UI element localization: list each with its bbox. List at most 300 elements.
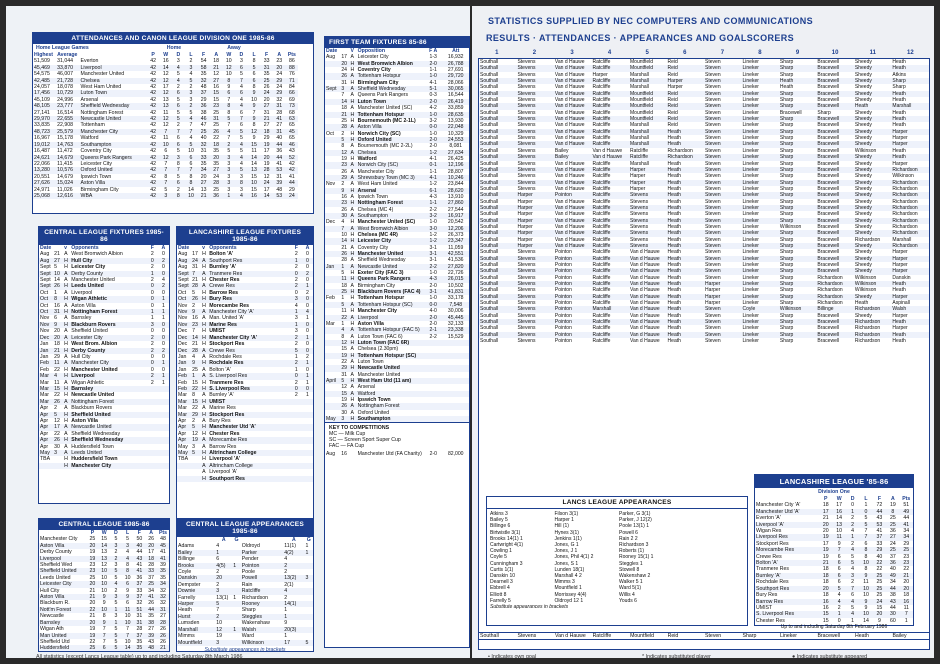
division-one-row-cell: 12 [213,71,220,78]
lineup-row-cell: Southall [480,325,499,332]
central-fixture-row-cell: 22 [54,392,60,399]
central-apps-row-cell: Poole [241,569,256,576]
first-team-row-cell: Exeter City (FAC 3) [357,270,404,277]
first-team-row-cell: H [350,188,357,194]
central-fixture-row-cell: Sheffield United [71,328,108,335]
lineup-row-cell: Bracewell [817,338,840,345]
lancs-table-row-cell: 13 [832,522,845,528]
first-team-row-cell: 16,544 [447,92,464,99]
first-team-row-cell: 0-3 [429,92,437,99]
lineup-row-cell: Sheedy [854,192,892,198]
lancs-fixture-row-cell: Sept [177,283,191,289]
central-table-row [39,626,169,632]
stats-supplied-title: STATISTICS SUPPLIED BY NEC COMPUTERS AND COMMUNICATIONS [488,16,814,26]
division-one-row-cell: 42 [150,71,157,78]
central-table-row-cell: 7 [102,638,106,645]
lineup-row-cell: Lineker [741,129,778,135]
division-one-row-cell: 48,105 [33,103,56,109]
central-fixture-row-cell: A [64,251,68,258]
lineup-row-cell: Richardson [854,319,892,325]
first-team-row-cell: A [350,92,354,99]
lineup-row-cell: Lineker [742,59,759,65]
lineup-row-cell: Stevens [629,205,667,211]
division-one-row-cell: 21,728 [56,78,79,84]
first-team-row-cell: 2 [341,130,345,137]
lineup-row-cell: Southall [479,306,516,312]
division-one-row-cell: Tottenham [80,122,105,129]
first-team-row-cell: 14 [340,99,349,105]
division-one-row-cell: 8 [172,193,185,199]
shirt-number: 10 [831,50,839,56]
division-one-row-cell: 7 [185,129,198,135]
lineup-row-cell: Heath [891,65,929,71]
lineup-row-cell: Bracewell [817,97,840,104]
lineup-row-cell: Lineker [741,180,778,186]
lineup-row-cell: Stevens [516,167,553,173]
first-team-row-cell: 1-0 [429,130,437,137]
division-one-row-cell: 22,066 [34,160,50,167]
lineup-row-cell: Stevens [517,97,536,104]
first-team-row-cell: Blackburn Rovers (FAC 4) [357,289,424,295]
lineup-row-cell: Harper [892,262,908,268]
lineup-row-cell: Bracewell [816,116,854,122]
lineup-row-cell: Stevens [517,160,536,167]
lineup-row-cell: Sharp [891,78,929,84]
lineup-row-cell: Richardson [891,205,929,211]
lineup-row-cell: Southall [479,218,516,224]
lineup-row-cell: Mountfield [630,59,654,65]
central-table-row-cell: 35 [157,568,169,574]
lineup-row-cell: Bracewell [817,312,840,319]
lineup-row-cell: Stevens [517,249,536,256]
central-table-row-cell: 25 [89,574,96,581]
lancs-table-row-cell: 8 [864,553,868,560]
lancs-fixture-row-cell: Chester Res [209,277,240,284]
first-team-row-cell: West Ham Utd (11 am) [357,378,424,384]
division-one-row-cell: 27 [210,78,223,84]
first-team-row-cell: A [350,162,357,168]
central-table-row-cell: 21 [157,645,169,651]
division-one-row-cell: 31 [273,103,286,109]
lancs-fixture-row-cell: 3 [294,315,298,322]
central-apps-row-cell: 1 [233,594,237,601]
lineup-row-cell: Bracewell [779,109,802,116]
lineup-row-cell: Southall [479,167,516,173]
central-fixture-row-cell: H [63,322,70,328]
first-team-row-cell: H [350,295,355,302]
first-team-row-cell: 2-0 [429,320,437,327]
division-one-row-cell: 6 [252,71,256,78]
first-team-row-cell: 45,445 [442,315,469,321]
division-one-row-cell: 73 [286,103,299,109]
division-one-row-cell: 63 [286,116,299,122]
lineup-row-cell: Ratcliffe [592,198,611,205]
lineup-row-cell: Steven [704,103,741,109]
lineup-row-cell: Sharp [779,332,816,338]
lancs-fixture-row-cell: 0 [302,258,313,264]
division-one-row-cell: 48 [200,84,207,91]
central-fixture-row-cell: A [64,443,68,450]
division-one-row-cell: 3 [227,186,231,193]
p-head: P [90,530,95,536]
first-team-row-cell: 26 [341,168,347,175]
division-one-row-cell: 6 [223,90,236,96]
first-team-row-cell: 12 [340,340,349,346]
lancs-fixture-row-cell: 2 [294,379,298,386]
lineup-row-cell: Richardson [891,192,929,198]
lineup-row-cell: Sharp [779,218,816,224]
division-one-row-cell: 5 [176,173,180,180]
lineup-row-cell: Ratcliffe [591,281,629,287]
lineup-row-cell: Heath [891,91,929,97]
central-apps-title: CENTRAL LEAGUE APPEARANCES 1985-86 [177,519,313,537]
lancs-table-row-cell: 15 [876,604,883,611]
lineup-row-cell: Southall [479,129,516,135]
lancs-table-row-cell: 1 [904,617,908,624]
central-apps-row-cell: Sharp [241,607,256,614]
division-one-row-cell: 7 [159,180,172,186]
first-team-row-cell: H [350,117,355,124]
first-team-row-cell: A [350,403,357,409]
division-one-row-cell: 32 [197,142,210,148]
first-team-row-cell: 13,910 [447,193,464,200]
lineup-row-cell: Bracewell [816,91,854,97]
division-one-row-cell: 7 [227,96,231,103]
lineup-row-cell: Steven [705,71,721,78]
division-one-row-cell: 9 [248,90,261,96]
division-one-row-cell: 23,777 [56,103,79,109]
lancs-fixture-row-cell: Man. United 'A' [209,315,245,322]
lancs-table-row-cell: 18 [822,592,829,599]
division-one-row-cell: 19 [260,142,273,148]
lancs-app-entry: Jones, S 1 [554,560,579,567]
lineup-row-cell: Sharp [779,91,816,97]
lineup-row-cell: Heath [854,103,892,109]
date-head: Date [326,48,338,54]
central-table-row-cell: 8 [126,562,130,569]
division-one-row-cell: 3 [239,58,243,65]
central-fixture-row-cell: H [63,373,70,379]
lineup-row-cell: Heath [667,256,705,262]
shirt-number: 5 [645,50,649,56]
first-team-row-cell: A [350,358,354,365]
division-one-row-cell: 24,057 [34,84,50,91]
division-one-row-cell: 31,044 [57,58,73,65]
central-fixture-row-cell: H [63,309,70,315]
division-one-row-cell: 14,679 [56,155,79,161]
division-one-row-cell: 6 [189,160,193,167]
lineup-row-cell: Steven [704,192,741,198]
division-one-row-cell: 22,908 [57,122,73,129]
division-one-row-cell: 8 [223,78,236,84]
lancs-fixture-row-cell: Morecambe Res [209,302,249,309]
division-one-row-cell: 40 [276,135,283,142]
lineup-row-cell: Bracewell [816,192,854,198]
lineup-row-cell: Van d Hauwe [554,78,592,84]
division-one-row-cell: 44 [286,180,299,186]
lancs-fixture-row-cell: Jan [177,360,191,366]
division-one-row-cell: 40 [200,135,207,142]
central-fixture-row-cell: Sept [39,283,53,289]
first-team-row-cell: 1-0 [429,295,437,302]
central-fixture-row-cell: Nov [40,315,50,322]
lancs-table-row-cell: 8 [864,566,868,573]
lancs-fixture-row-cell: 9 [191,360,201,366]
first-team-row-cell: H [350,276,357,282]
lancs-table-row-cell: 34 [903,528,910,535]
central-apps-row-cell: 12 [215,627,232,633]
p-head: P [151,52,155,58]
central-apps-row-cell: Harper [177,601,215,607]
central-fixture-row-cell: 20 [53,335,63,341]
lineup-row-cell: Ratcliffe [592,262,611,268]
lancs-table-row-cell: 1 [832,611,845,617]
central-table-row-cell: 15 [101,536,108,543]
lancs-fixture-row-cell: H [201,386,208,392]
first-team-row-cell: 28,620 [442,188,469,194]
first-team-row-cell: 1 [340,264,349,270]
division-one-row-cell: 42 [147,129,160,135]
lineup-row-cell: Van d Hauwe [630,325,660,332]
lineup-row-cell: Southall [480,173,499,180]
lancs-fixture-row-cell: 0 [305,328,309,335]
lineup-row-cell: Marshall [892,236,912,243]
key-fac: FAC — FA Cup [329,443,365,450]
central-fixture-row-cell: H [63,258,70,264]
lancs-app-entry: Farrelly 5 [490,597,511,604]
central-table-row-cell: 25 [89,536,96,543]
central-fixtures-table [39,245,169,469]
division-one-row-cell: 32 [276,96,283,103]
lancs-table-row-cell: 36 [889,528,896,535]
lancs-app-entry: Cunningham 3 [490,560,523,567]
first-team-row-cell: 4-3 [424,276,442,282]
lineup-row-cell: Sharp [779,230,816,236]
lancs-table-row-cell: 2 [851,540,855,547]
central-fixture-row-cell: Barnsley [71,315,92,322]
central-table-row-cell: 40 [134,543,146,549]
division-one-row-cell: 29,970 [33,116,56,122]
central-fixture-row-cell: Liverpool [71,289,93,296]
lineup-row-cell: Sheedy [854,211,872,218]
lineup-row-cell: Sharp [892,84,906,91]
lineup-row-cell: Ratcliffe [592,160,611,167]
lancs-fixture-row-cell: 7 [191,271,201,277]
first-team-row-cell: 9 [340,188,349,194]
lineup-row-cell: Van d Hauwe [554,84,585,91]
division-one-row-cell: 71 [286,78,299,84]
first-team-row-cell: 3 [340,416,349,422]
lineup-row-cell: Bracewell [816,154,854,160]
central-apps-row-cell: 4(2) [283,550,304,556]
central-table-row-cell: 10 [124,638,131,645]
first-team-row-cell: 24 [341,67,347,74]
central-fixture-row-cell: Sept [40,277,51,284]
lineup-row-cell: Lineker [741,167,778,173]
lancs-fixture-row-cell: Aug [178,251,188,258]
lancs-app-entry: Rain 2 2 [619,535,638,542]
charity-lineup-cell: Steven [705,633,722,639]
lineup-row-cell: Southall [479,103,516,109]
opposition-head: Opposition [357,48,386,54]
lancs-fixture-row-cell: A [201,463,208,469]
central-fixture-row-cell: 0 [150,302,154,309]
division-one-row-cell: 4 [235,193,248,199]
lancs-app-entry: Marshall 4 2 [554,573,582,580]
lineup-row-cell: Heath [779,84,794,91]
first-team-row-cell: 18 [341,282,347,289]
division-one-row-cell: 8 [235,180,248,186]
lancs-table-row-cell: 6 [837,566,841,573]
central-table-row-cell: Barnsley [39,620,87,626]
central-fixture-row-cell: 1 [161,315,165,322]
central-table-row-cell: 10 [98,581,110,587]
lineup-row-cell: Marshall [630,71,649,78]
lancs-table-row-cell: 9 [837,540,841,547]
lineup-row-cell: Van d Hauwe [629,268,667,274]
first-team-row-cell: Chelsea (2.30pm) [357,346,399,353]
division-one-row-cell: 4 [185,116,198,122]
division-one-row-cell: 2 [189,84,193,91]
lancs-fixture-row-cell: Apr [178,430,187,437]
lineup-row-cell: Richardson [817,287,843,294]
lineup-row-cell: Steven [704,205,741,211]
central-apps-note: Substitute appearances in brackets [204,646,286,652]
lineup-row-cell: Heath [667,135,681,142]
central-table-row-cell: 21 [89,613,96,620]
venue-head: v [64,245,68,251]
central-table-row-cell: 4 [122,556,134,562]
lineup-row-cell: Pointon [554,300,572,307]
central-table-row-cell: 6 [122,581,134,587]
lineup-row-cell: Southall [480,97,499,104]
central-table-row-cell: 48 [145,645,157,651]
lineup-row-cell: Harper [517,211,533,218]
att-head: Att [452,48,460,54]
central-fixture-row-cell: Sheffield Wednesday [70,437,147,443]
lancs-app-entry: Richardson 3 [619,542,649,549]
lancs-table-row-cell: 51 [903,502,910,509]
lineup-row-cell: Sharp [817,109,831,116]
division-one-row-cell: 25 [213,186,220,193]
sub-player-key: * Indicates substituted player [642,654,711,658]
lancs-table-row-cell: 11 [903,604,909,611]
lineup-row-cell: Sheedy [854,294,892,300]
division-one-row-cell: 36 [197,103,210,109]
first-team-row-cell: 3 [340,86,349,92]
central-fixture-row-cell: Manchester City [70,463,147,469]
lineup-row-cell: Steven [704,129,741,135]
lineup-row-cell: Harper [516,205,553,211]
lineup-row-cell: Stevens [516,91,553,97]
central-fixture-row-cell: 2 [150,264,154,271]
highest-head: Highest [34,52,54,58]
division-one-row-cell: 39 [273,180,286,186]
lineup-row-cell: Mountfield [629,116,667,122]
lineup-row-cell: Wilkinson [779,223,802,230]
central-table-row-cell: 35 [148,613,155,620]
lineup-row-cell: Sharp [779,135,794,142]
first-team-row-cell: 2-0 [424,99,442,105]
division-one-row-cell: 12 [263,173,270,180]
first-team-row-cell: Manchester United [357,251,424,257]
lineup-row-cell: Sheedy [854,185,872,192]
lineup-row-cell: Bracewell [817,236,840,243]
central-fixture-row-cell: H [64,366,68,373]
lineup-row-cell: Ratcliffe [591,180,629,186]
lineup-row-cell: Ratcliffe [592,84,611,91]
division-one-row-cell: 7 [185,167,198,173]
first-team-row-cell: 15 [341,346,347,353]
lancs-app-entry: Hynes 3(1) [554,529,579,536]
division-one-row-cell: 45,469 [33,65,56,71]
lineup-row-cell: Heath [667,312,681,319]
division-one-row-cell: 31 [276,173,283,180]
lancs-fixture-row-cell: Feb [178,379,187,386]
division-one-row-cell: 28 [276,109,283,116]
lancs-table-row-cell: Barrow Res [755,599,819,605]
division-one-row-cell: 42 [147,65,160,71]
lineup-row-cell: Southall [480,274,499,281]
lineup-row-cell: Lineker [741,230,778,236]
division-one-row-cell: 20,551 [34,173,50,180]
lineup-row-cell: Heath [667,300,681,307]
lineup-row-cell: Harper [892,312,908,319]
first-team-row-cell: 7,548 [442,302,469,308]
lineup-row-cell: Bracewell [816,268,854,274]
lineup-row-cell: Ratcliffe [592,325,611,332]
first-team-row-cell: Chelsea (MC 4) [357,206,394,213]
central-table-row-cell: 34 [157,581,169,587]
division-one-row-cell: 42 [147,167,160,173]
central-table-row-cell: Liverpool [39,556,87,562]
lineup-row-cell: Heath [667,306,705,312]
lineup-row-cell: Stevens [517,122,536,129]
division-one-row-cell: 13 [159,103,172,109]
lineup-row-cell: Reid [667,122,678,129]
division-one-row-cell: 45 [286,129,299,135]
division-one-row-cell: 6 [172,90,185,96]
lineup-row-cell: Lineker [741,218,778,224]
lancs-table-row-cell: 19 [819,547,832,553]
first-team-row-cell: Luton Town [357,99,424,105]
central-apps-row-cell: 6 [216,556,220,563]
central-fixture-row [39,463,169,469]
first-team-row-cell: 29 [340,365,349,371]
central-fixture-row-cell: 16 [54,302,60,309]
first-team-row-cell: Tottenham Hotspur (FAC 5) [357,327,424,333]
central-table-row-cell: Blackburn R. [40,600,70,607]
lineup-row-cell: Sharp [779,65,816,71]
lancs-app-entry: Atkins 3 [490,511,508,517]
lancs-fixture-row-cell: Jan [178,366,187,373]
first-team-row-cell: Chelsea [357,150,424,156]
division-one-row-cell: 25,579 [56,129,79,135]
division-one-row-cell: 29 [288,186,295,193]
first-team-row-cell: Coventry City [357,244,389,251]
lineup-row-cell: Pointon [554,319,592,325]
lineup-row-cell: Stevens [516,129,553,135]
lineup-row-cell: Harper [516,243,553,249]
central-apps-row-cell: 2 [284,594,288,601]
away-a-head: A [277,52,282,58]
lancs-table-row-cell: 72 [876,502,883,509]
lancs-app-entry: Ebbrell 4 [490,585,510,592]
central-apps-row-cell: Richardson [241,594,268,601]
lineup-row-cell: Pointon [554,294,592,300]
first-team-row-cell: 1-2 [429,232,437,239]
division-one-row-cell: 25 [197,129,210,135]
